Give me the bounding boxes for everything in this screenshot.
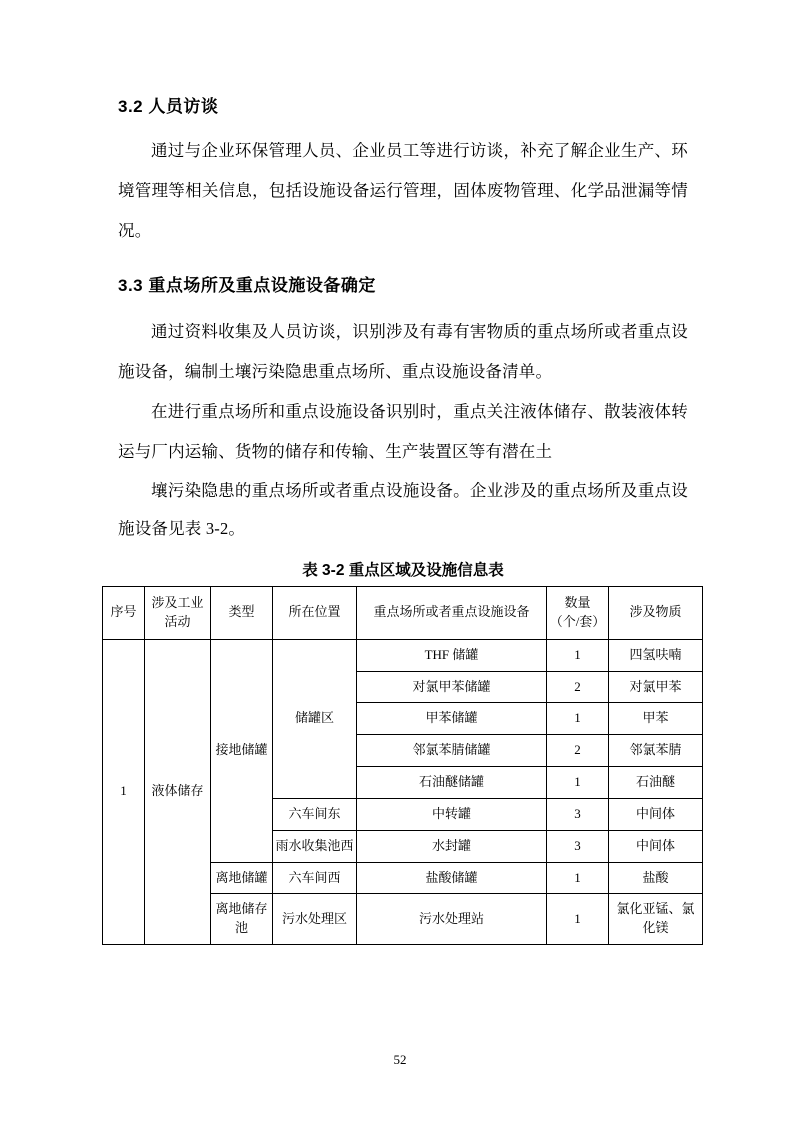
header-facility: 重点场所或者重点设施设备 <box>357 587 547 640</box>
table-row <box>103 639 703 671</box>
cell-facility: 水封罐 <box>357 830 547 862</box>
page-number: 52 <box>393 1052 407 1067</box>
cell-substance-line1: 氯化亚锰、氯 <box>616 901 695 917</box>
section-heading-3-3: 3.3 重点场所及重点设施设备确定 <box>118 276 376 295</box>
cell-substance: 邻氯苯腈 <box>609 735 703 767</box>
cell-facility: 中转罐 <box>357 798 547 830</box>
cell-location: 六车间东 <box>273 798 357 830</box>
header-quantity-line2: （个/套） <box>549 613 606 629</box>
cell-facility: 邻氯苯腈储罐 <box>357 735 547 767</box>
cell-seq: 1 <box>103 639 145 944</box>
header-quantity-line1: 数量 <box>564 595 591 610</box>
cell-substance-line2: 化镁 <box>642 920 669 936</box>
cell-quantity: 1 <box>547 862 609 894</box>
cell-facility: 对氯甲苯储罐 <box>357 671 547 703</box>
cell-substance: 对氯甲苯 <box>609 671 703 703</box>
cell-quantity: 3 <box>547 830 609 862</box>
cell-facility: 石油醚储罐 <box>357 767 547 799</box>
cell-quantity: 2 <box>547 735 609 767</box>
cell-substance <box>609 894 703 945</box>
cell-substance: 四氢呋喃 <box>609 639 703 671</box>
header-substance: 涉及物质 <box>609 587 703 640</box>
paragraph-3-3-2: 在进行重点场所和重点设施设备识别时，重点关注液体储存、散装液体转运与厂内运输、货物的储存和传输、生产装置区等有潜在土 <box>118 402 688 461</box>
cell-quantity: 1 <box>547 894 609 945</box>
header-seq: 序号 <box>103 587 145 640</box>
cell-facility: 甲苯储罐 <box>357 703 547 735</box>
cell-location: 六车间西 <box>273 862 357 894</box>
cell-location: 雨水收集池西 <box>273 830 357 862</box>
cell-quantity: 1 <box>547 703 609 735</box>
header-location: 所在位置 <box>273 587 357 640</box>
cell-quantity: 2 <box>547 671 609 703</box>
cell-quantity: 1 <box>547 767 609 799</box>
document-content <box>110 92 695 945</box>
cell-substance: 中间体 <box>609 830 703 862</box>
section-heading-3-2: 3.2 人员访谈 <box>118 97 219 116</box>
cell-type: 离地储罐 <box>211 862 273 894</box>
paragraph-3-3-3: 壤污染隐患的重点场所或者重点设施设备。企业涉及的重点场所及重点设施设备见表 3-2。 <box>118 481 688 538</box>
key-area-facility-table <box>102 586 703 945</box>
cell-activity: 液体储存 <box>145 639 211 944</box>
cell-substance: 盐酸 <box>609 862 703 894</box>
cell-type: 离地储存池 <box>211 894 273 945</box>
header-activity: 涉及工业活动 <box>145 587 211 640</box>
cell-facility: THF 储罐 <box>357 639 547 671</box>
cell-quantity: 1 <box>547 639 609 671</box>
cell-location: 储罐区 <box>273 639 357 798</box>
cell-facility: 污水处理站 <box>357 894 547 945</box>
cell-substance: 石油醚 <box>609 767 703 799</box>
paragraph-3-2-1: 通过与企业环保管理人员、企业员工等进行访谈，补充了解企业生产、环境管理等相关信息，包括设施设备运行管理，固体废物管理、化学品泄漏等情况。 <box>118 141 688 240</box>
cell-substance: 甲苯 <box>609 703 703 735</box>
header-type: 类型 <box>211 587 273 640</box>
paragraph-3-3-1: 通过资料收集及人员访谈，识别涉及有毒有害物质的重点场所或者重点设施设备，编制土壤污染隐患重点场所、重点设施设备清单。 <box>118 322 688 381</box>
header-quantity <box>547 587 609 640</box>
cell-location: 污水处理区 <box>273 894 357 945</box>
cell-quantity: 3 <box>547 798 609 830</box>
table-header-row <box>103 587 703 640</box>
cell-substance: 中间体 <box>609 798 703 830</box>
cell-type: 接地储罐 <box>211 639 273 862</box>
table-caption: 表 3-2 重点区域及设施信息表 <box>302 562 504 579</box>
cell-facility: 盐酸储罐 <box>357 862 547 894</box>
